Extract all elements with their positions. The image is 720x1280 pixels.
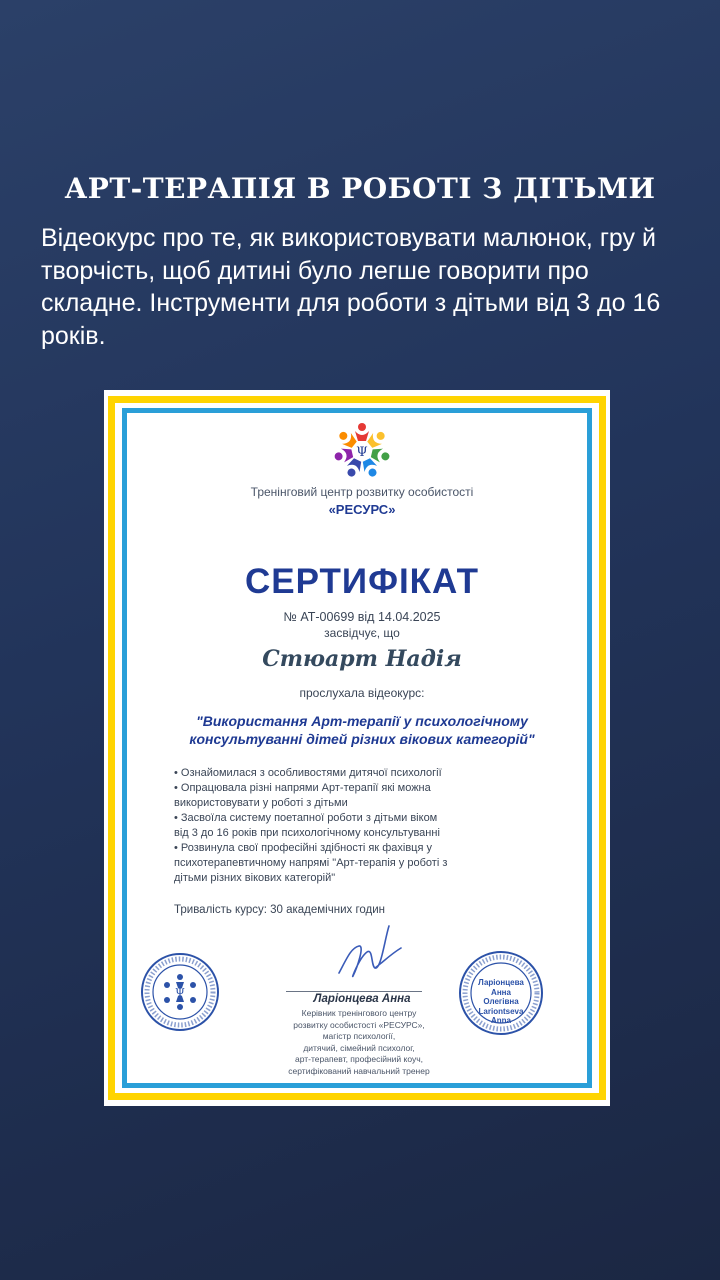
course-duration: Тривалість курсу: 30 академічних годин (174, 904, 386, 916)
signer-role-line: магістр психології, (322, 1031, 396, 1041)
achievement-list (174, 766, 534, 886)
achievement-line: • Опрацювала різні напрями Арт-терапії які можна (174, 782, 431, 794)
signer-role-line: дитячий, сімейний психолог, (303, 1042, 415, 1053)
org-brand: «РЕСУРС» (328, 502, 396, 517)
stamp-text-line: Олегівна (483, 997, 519, 1006)
course-title-line-2: консультуванні дітей різних вікових категорій" (189, 731, 535, 747)
certificate-attests: засвідчує, що (324, 626, 400, 640)
course-title-line-1: "Використання Арт-терапії у психологічному (196, 713, 528, 729)
signer-role-line: арт-терапевт, професійний коуч, (294, 1054, 423, 1064)
achievement-line: • Ознайомилася з особливостями дитячої психології (174, 767, 442, 779)
achievement-line: від 3 до 16 років при психологічному консультуванні (174, 827, 440, 839)
course-title (134, 712, 590, 748)
course-description: Відеокурс про те, як використовувати малюнок, гру й творчість, щоб дитині було легше говорити про складне. Інструменти для роботи з дітьми від 3 до 16 років. (41, 224, 661, 350)
signer-role-line: сертифікований навчальний тренер (288, 1065, 430, 1076)
achievement-line: • Засвоїла систему поетапної роботи з дітьми віком (174, 812, 438, 824)
stamp-text-line: Anna (491, 1016, 511, 1025)
achievement-line: • Розвинула свої професійні здібності як фахівця у (174, 842, 432, 854)
stamp-text-line: Анна (491, 987, 511, 997)
stamp-text-line: Ларіонцева (478, 978, 524, 987)
psi-people-logo-icon (331, 420, 393, 482)
signature-icon (329, 918, 409, 988)
recipient-name: Стюарт Надія (262, 646, 462, 672)
signer-role-line: Керівник тренінгового центру (301, 1008, 417, 1018)
signature-line (286, 991, 422, 992)
certificate-title: СЕРТИФІКАТ (245, 562, 479, 601)
svg-text:Ψ: Ψ (356, 445, 368, 460)
certificate-number: № АТ-00699 від 14.04.2025 (283, 610, 441, 624)
certificate-content (104, 390, 610, 1106)
signer-name: Ларіонцева Анна (313, 993, 411, 1005)
signer-role (264, 1008, 454, 1077)
signer-role-line: розвитку особистості «РЕСУРС», (293, 1019, 425, 1030)
completed-label: прослухала відеокурс: (299, 686, 425, 700)
achievement-line: використовувати у роботі з дітьми (174, 797, 348, 809)
org-name: Тренінговий центр розвитку особистості (250, 485, 474, 499)
achievement-line: психотерапевтичному напрямі "Арт-терапія у роботі з (174, 857, 448, 869)
page-headline: АРТ-ТЕРАПІЯ В РОБОТІ З ДІТЬМИ (64, 172, 656, 205)
svg-text:Ψ: Ψ (175, 986, 185, 999)
stamp-text-line: Lariontseva (478, 1006, 524, 1016)
stamp-text (464, 978, 538, 1026)
certificate-image (104, 390, 610, 1106)
achievement-line: дітьми різних вікових категорій" (174, 872, 336, 884)
company-stamp-icon (140, 952, 220, 1032)
